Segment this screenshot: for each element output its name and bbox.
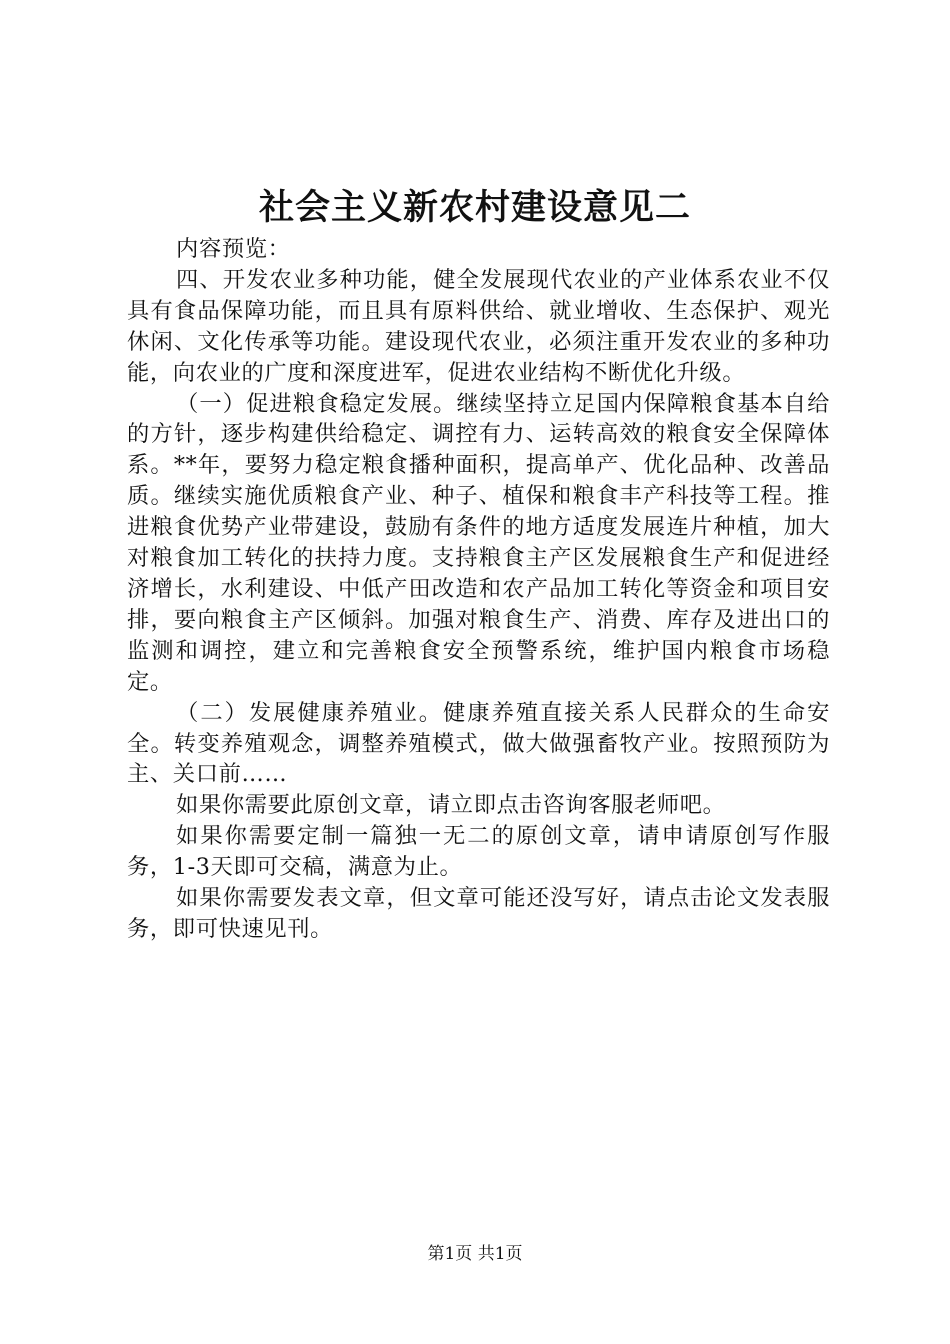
paragraph-grain: （一）促进粮食稳定发展。继续坚持立足国内保障粮食基本自给的方针，逐步构建供给稳定、调控有力、运转高效的粮食安全保障体系。**年，要努力稳定粮食播种面积，提高单产、优化品种、改善品质。继续实施优质粮食产业、种子、植保和粮食丰产科技等工程。推进粮食优势产业带建设，鼓励有条件的地方适度发展连片种植，加大对粮食加工转化的扶持力度。支持粮食主产区发展粮食生产和促进经济增长，水利建设、中低产田改造和农产品加工转化等资金和项目安排，要向粮食主产区倾斜。加强对粮食生产、消费、库存及进出口的监测和调控，建立和完善粮食安全预警系统，维护国内粮食市场稳定。 [127,390,830,695]
document-body [127,234,830,945]
paragraph-contact-service: 如果你需要此原创文章，请立即点击咨询客服老师吧。 [176,792,726,819]
preview-label: 内容预览： [176,236,291,262]
paragraph-livestock: （二）发展健康养殖业。健康养殖直接关系人民群众的生命安全。转变养殖观念，调整养殖模式，做大做强畜牧产业。按照预防为主、关口前…… [127,699,830,788]
paragraph-section-four: 四、开发农业多种功能，健全发展现代农业的产业体系农业不仅具有食品保障功能，而且具有原料供给、就业增收、生态保护、观光休闲、文化传承等功能。建设现代农业，必须注重开发农业的多种功能，向农业的广度和深度进军，促进农业结构不断优化升级。 [127,266,830,386]
paragraph-publication-service: 如果你需要发表文章，但文章可能还没写好，请点击论文发表服务，即可快速见刊。 [127,885,830,942]
page-number-footer: 第1页 共1页 [427,1244,523,1264]
paragraph-custom-writing: 如果你需要定制一篇独一无二的原创文章，请申请原创写作服务，1-3天即可交稿，满意为止。 [127,823,830,881]
document-title: 社会主义新农村建设意见二 [258,187,691,228]
